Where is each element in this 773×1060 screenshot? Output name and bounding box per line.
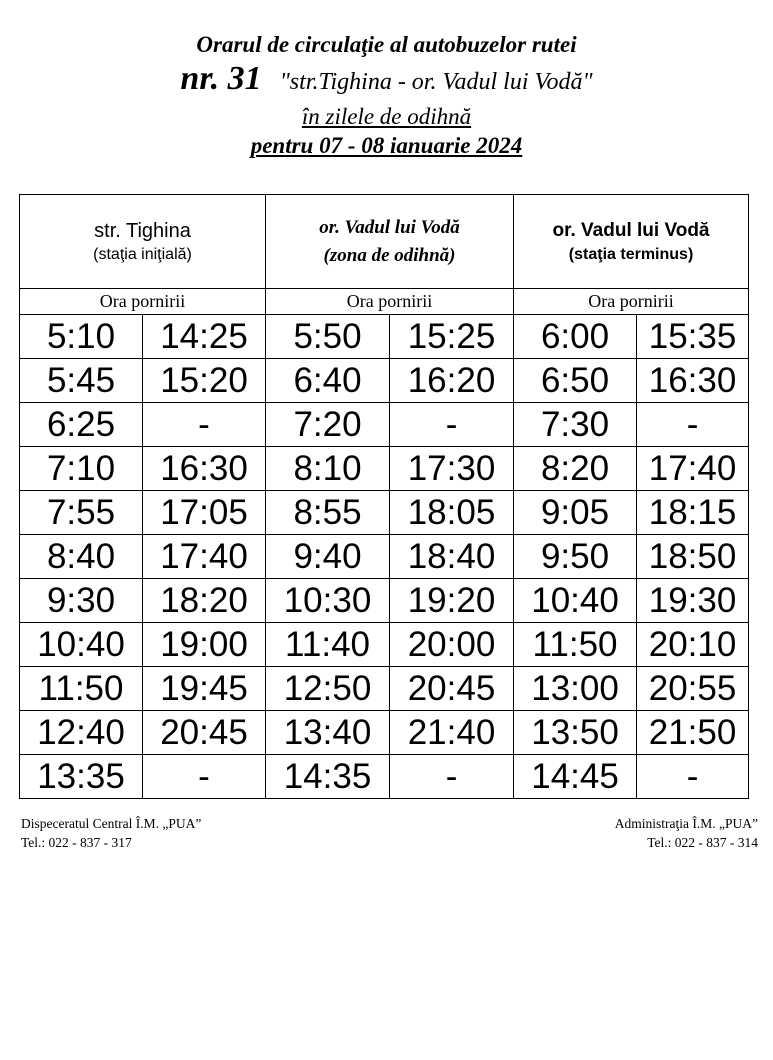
departure-label: Ora pornirii [20, 289, 266, 315]
departure-time: - [390, 403, 514, 447]
departure-time: 12:40 [20, 711, 143, 755]
departure-time: 18:15 [637, 491, 749, 535]
departure-time: 17:30 [390, 447, 514, 491]
departure-time: 8:40 [20, 535, 143, 579]
departure-time: 18:20 [143, 579, 266, 623]
departure-time: 9:50 [514, 535, 637, 579]
departure-time: 11:50 [20, 667, 143, 711]
stop-subtitle: (staţia iniţială) [93, 245, 192, 263]
departure-time: 10:40 [20, 623, 143, 667]
stop-subtitle: (staţia terminus) [568, 245, 694, 263]
schedule-period: pentru 07 - 08 ianuarie 2024 [250, 133, 523, 158]
departure-time: 14:45 [514, 755, 637, 799]
departure-time: 20:45 [143, 711, 266, 755]
departure-time: 20:10 [637, 623, 749, 667]
departure-time: 13:35 [20, 755, 143, 799]
departure-time: 15:35 [637, 315, 749, 359]
departure-time: 6:25 [20, 403, 143, 447]
departure-time: 19:20 [390, 579, 514, 623]
departure-time: 11:50 [514, 623, 637, 667]
schedule-row [20, 491, 749, 535]
stop-header-terminus [514, 195, 749, 289]
schedule-row [20, 359, 749, 403]
route-number: nr. 31 [180, 60, 262, 97]
departure-time: 15:25 [390, 315, 514, 359]
departure-time: 12:50 [266, 667, 390, 711]
departure-time: 7:55 [20, 491, 143, 535]
departure-time: 19:45 [143, 667, 266, 711]
departure-time: 8:10 [266, 447, 390, 491]
departure-time: 18:40 [390, 535, 514, 579]
schedule-row [20, 755, 749, 799]
departure-time: 7:20 [266, 403, 390, 447]
administration-phone: Tel.: 022 - 837 - 314 [647, 835, 758, 850]
departure-time: 18:05 [390, 491, 514, 535]
departure-time: 20:55 [637, 667, 749, 711]
departure-time: - [390, 755, 514, 799]
departure-time: 6:00 [514, 315, 637, 359]
departure-time: 16:30 [143, 447, 266, 491]
stop-title: or. Vadul lui Vodă [552, 219, 710, 241]
departure-header-row [20, 289, 749, 315]
departure-time: 14:35 [266, 755, 390, 799]
stop-header-rest-zone [266, 195, 514, 289]
schedule-row [20, 579, 749, 623]
departure-time: 14:25 [143, 315, 266, 359]
stop-title: or. Vadul lui Vodă [319, 216, 460, 238]
day-type: în zilele de odihnă [301, 104, 472, 129]
departure-time: - [637, 755, 749, 799]
departure-time: 9:40 [266, 535, 390, 579]
departure-time: 10:40 [514, 579, 637, 623]
departure-time: 7:10 [20, 447, 143, 491]
departure-time: 8:55 [266, 491, 390, 535]
schedule-row [20, 447, 749, 491]
schedule-row [20, 535, 749, 579]
departure-time: 16:30 [637, 359, 749, 403]
schedule-header [0, 30, 773, 161]
departure-time: 8:20 [514, 447, 637, 491]
route-line [0, 59, 773, 105]
schedule-row [20, 711, 749, 755]
departure-time: 16:20 [390, 359, 514, 403]
schedule-row [20, 315, 749, 359]
departure-time: 13:50 [514, 711, 637, 755]
footer-administration [615, 814, 758, 852]
stop-header-row [20, 195, 749, 289]
departure-time: 9:05 [514, 491, 637, 535]
departure-time: 17:40 [637, 447, 749, 491]
schedule-table [19, 194, 749, 799]
departure-time: 9:30 [20, 579, 143, 623]
departure-time: - [143, 755, 266, 799]
dispatch-phone: Tel.: 022 - 837 - 317 [21, 835, 132, 850]
departure-time: 13:40 [266, 711, 390, 755]
departure-label: Ora pornirii [266, 289, 514, 315]
dispatch-name: Dispeceratul Central Î.M. „PUA” [21, 816, 202, 831]
departure-time: 5:50 [266, 315, 390, 359]
departure-time: - [637, 403, 749, 447]
departure-time: 17:05 [143, 491, 266, 535]
departure-time: 13:00 [514, 667, 637, 711]
departure-time: - [143, 403, 266, 447]
departure-time: 20:45 [390, 667, 514, 711]
footer-dispatch [21, 814, 201, 852]
administration-name: Administraţia Î.M. „PUA” [614, 816, 758, 831]
departure-time: 21:50 [637, 711, 749, 755]
stop-title: str. Tighina [94, 219, 191, 242]
departure-time: 17:40 [143, 535, 266, 579]
schedule-row [20, 667, 749, 711]
departure-time: 10:30 [266, 579, 390, 623]
departure-time: 19:00 [143, 623, 266, 667]
stop-subtitle: (zona de odihnă) [323, 244, 456, 266]
schedule-row [20, 623, 749, 667]
departure-time: 21:40 [390, 711, 514, 755]
departure-time: 5:45 [20, 359, 143, 403]
route-name: "str.Tighina - or. Vadul lui Vodă" [279, 69, 593, 95]
departure-time: 18:50 [637, 535, 749, 579]
departure-time: 5:10 [20, 315, 143, 359]
departure-time: 15:20 [143, 359, 266, 403]
departure-time: 11:40 [266, 623, 390, 667]
departure-label: Ora pornirii [514, 289, 749, 315]
departure-time: 19:30 [637, 579, 749, 623]
stop-header-tighina [20, 195, 266, 289]
departure-time: 7:30 [514, 403, 637, 447]
departure-time: 6:50 [514, 359, 637, 403]
departure-time: 20:00 [390, 623, 514, 667]
schedule-row [20, 403, 749, 447]
departure-time: 6:40 [266, 359, 390, 403]
schedule-title: Orarul de circulaţie al autobuzelor rutei [196, 32, 577, 57]
